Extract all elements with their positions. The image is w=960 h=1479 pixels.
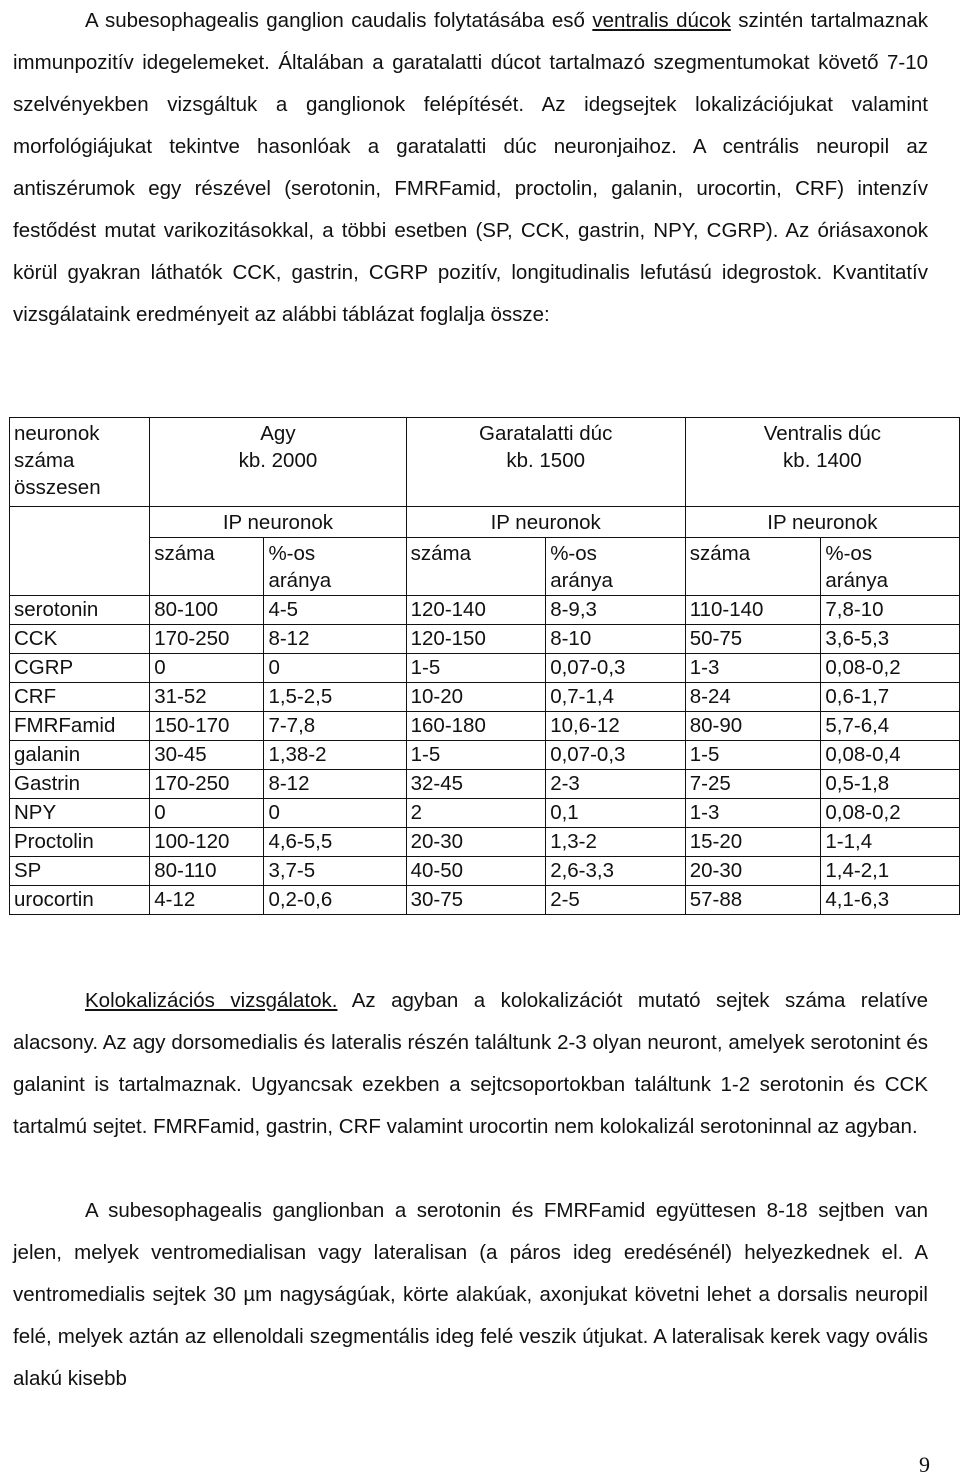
table-cell: 120-150 — [406, 625, 546, 654]
table-row — [10, 799, 960, 828]
table-cell: 30-75 — [406, 886, 546, 915]
table-cell: 0,08-0,2 — [821, 799, 960, 828]
table-cell: 4-12 — [150, 886, 264, 915]
table-cell: 8-10 — [546, 625, 686, 654]
table-cell: 3,7-5 — [264, 857, 406, 886]
table-cell: 10,6-12 — [546, 712, 686, 741]
antiserum-name-cell: SP — [10, 857, 150, 886]
table-cell: 170-250 — [150, 770, 264, 799]
table-cell: 0 — [264, 654, 406, 683]
table-row — [10, 770, 960, 799]
table-cell: 50-75 — [685, 625, 821, 654]
neuron-count-table — [9, 417, 960, 915]
antiserum-name-cell: galanin — [10, 741, 150, 770]
table-cell: 4-5 — [264, 596, 406, 625]
subesophageal-text: A subesophagealis ganglionban a serotonin és FMRFamid együttesen 8-18 sejtben van jelen, melyek ventromedialisan vagy lateralisan (a páros ideg eredésénél) helyezkednek el. A ventromedialis sejtek 30 µm nagyságúak, körte alakúak, axonjukat követni lehet a dorsalis neuropil felé, melyek aztán az ellenoldali szegmentális ideg felé veszik útjukat. A lateralisak kerek vagy ovális alakú kisebb — [13, 1199, 928, 1390]
table-cell: 1,4-2,1 — [821, 857, 960, 886]
subesophageal-paragraph — [13, 1190, 928, 1400]
table-header-row — [10, 418, 960, 507]
antiserum-name-cell: Gastrin — [10, 770, 150, 799]
table-cell: 1,38-2 — [264, 741, 406, 770]
table-cell: 1-3 — [685, 799, 821, 828]
table-cell: 4,1-6,3 — [821, 886, 960, 915]
table-cell: 0,5-1,8 — [821, 770, 960, 799]
table-cell: 1-5 — [406, 741, 546, 770]
ip-neuron-header-cell: IP neuronok — [685, 507, 959, 538]
table-cell: 1-5 — [406, 654, 546, 683]
count-column-header: száma — [685, 538, 821, 596]
table-cell: 40-50 — [406, 857, 546, 886]
table-cell: 170-250 — [150, 625, 264, 654]
table-row — [10, 857, 960, 886]
table-cell: 1,5-2,5 — [264, 683, 406, 712]
table-row — [10, 886, 960, 915]
table-cell: 8-24 — [685, 683, 821, 712]
table-cell: 0,1 — [546, 799, 686, 828]
table-cell: 31-52 — [150, 683, 264, 712]
table-cell: 1,3-2 — [546, 828, 686, 857]
table-cell: 8-12 — [264, 625, 406, 654]
table-row — [10, 828, 960, 857]
intro-paragraph — [13, 0, 928, 336]
antiserum-name-cell: CGRP — [10, 654, 150, 683]
table-row — [10, 654, 960, 683]
table-row — [10, 683, 960, 712]
table-column-header-row — [10, 538, 960, 596]
table-cell: 100-120 — [150, 828, 264, 857]
ip-neuron-header-cell: IP neuronok — [150, 507, 406, 538]
colocalization-paragraph — [13, 980, 928, 1148]
antiserum-name-cell: CRF — [10, 683, 150, 712]
group-header-cell: Garatalatti dúc kb. 1500 — [406, 418, 685, 507]
table-subheader-row — [10, 507, 960, 538]
table-cell: 2-5 — [546, 886, 686, 915]
antiserum-name-cell: FMRFamid — [10, 712, 150, 741]
table-cell: 0,2-0,6 — [264, 886, 406, 915]
table-cell: 120-140 — [406, 596, 546, 625]
table-cell: 80-90 — [685, 712, 821, 741]
antiserum-name-cell: NPY — [10, 799, 150, 828]
antiserum-name-cell: urocortin — [10, 886, 150, 915]
count-column-header: száma — [150, 538, 264, 596]
table-cell: 5,7-6,4 — [821, 712, 960, 741]
table-cell: 4,6-5,5 — [264, 828, 406, 857]
table-cell: 0 — [150, 654, 264, 683]
page-number: 9 — [919, 1452, 930, 1477]
table-row — [10, 741, 960, 770]
table-cell: 0 — [150, 799, 264, 828]
group-header-cell: Ventralis dúc kb. 1400 — [685, 418, 959, 507]
table-cell: 0,08-0,2 — [821, 654, 960, 683]
table-cell: 32-45 — [406, 770, 546, 799]
empty-header-cell — [10, 507, 150, 596]
table-cell: 20-30 — [685, 857, 821, 886]
table-cell: 2-3 — [546, 770, 686, 799]
table-cell: 0,6-1,7 — [821, 683, 960, 712]
table-row — [10, 625, 960, 654]
table-cell: 1-1,4 — [821, 828, 960, 857]
percent-column-header: %-os aránya — [546, 538, 686, 596]
intro-text-rest: szintén tartalmaznak immunpozitív idegelemeket. Általában a garatalatti dúcot tartalmazó szegmentumokat követő 7-10 szelvényekben vizsgáltuk a ganglionok felépítését. Az idegsejtek lokalizációjukat valamint morfológiájukat tekintve hasonlóak a garatalatti dúc neuronjaihoz. A centrális neuropil az antiszérumok egy részével (serotonin, FMRFamid, proctolin, galanin, urocortin, CRF) intenzív festődést mutat varikozitásokkal, a többi esetben (SP, CCK, gastrin, NPY, CGRP). Az óriásaxonok körül gyakran láthatók CCK, gastrin, CGRP pozitív, longitudinalis lefutású idegrostok. Kvantitatív vizsgálataink eredményeit az alábbi táblázat foglalja össze: — [13, 9, 929, 326]
table-cell: 8-12 — [264, 770, 406, 799]
table-cell: 0,7-1,4 — [546, 683, 686, 712]
antiserum-name-cell: serotonin — [10, 596, 150, 625]
table-cell: 15-20 — [685, 828, 821, 857]
table-cell: 80-110 — [150, 857, 264, 886]
antiserum-name-cell: Proctolin — [10, 828, 150, 857]
percent-column-header: %-os aránya — [264, 538, 406, 596]
table-cell: 7,8-10 — [821, 596, 960, 625]
count-column-header: száma — [406, 538, 546, 596]
table-cell: 57-88 — [685, 886, 821, 915]
table-row — [10, 712, 960, 741]
ventralis-ducok-underlined: ventralis dúcok — [592, 9, 731, 32]
table-cell: 0,07-0,3 — [546, 654, 686, 683]
colocalization-heading: Kolokalizációs vizsgálatok. — [85, 989, 338, 1012]
table-cell: 8-9,3 — [546, 596, 686, 625]
table-cell: 3,6-5,3 — [821, 625, 960, 654]
table-cell: 150-170 — [150, 712, 264, 741]
table-cell: 7-25 — [685, 770, 821, 799]
ip-neuron-header-cell: IP neuronok — [406, 507, 685, 538]
table-cell: 0,08-0,4 — [821, 741, 960, 770]
percent-column-header: %-os aránya — [821, 538, 960, 596]
group-header-cell: Agy kb. 2000 — [150, 418, 406, 507]
antiserum-name-cell: CCK — [10, 625, 150, 654]
table-row — [10, 596, 960, 625]
table-cell: 1-5 — [685, 741, 821, 770]
table-cell: 0 — [264, 799, 406, 828]
table-cell: 2,6-3,3 — [546, 857, 686, 886]
table-body — [10, 418, 960, 915]
table-cell: 7-7,8 — [264, 712, 406, 741]
colocalization-text: Az agyban a kolokalizációt mutató sejtek száma relatíve alacsony. Az agy dorsomedialis és lateralis részén találtunk 2-3 olyan neuront, amelyek serotonint és galanint is tartalmaznak. Ugyancsak ezekben a sejtcsoportokban találtunk 1-2 serotonin és CCK tartalmú sejtet. FMRFamid, gastrin, CRF valamint urocortin nem kolokalizál serotoninnal az agyban. — [13, 989, 929, 1138]
intro-text-start: A subesophagealis ganglion caudalis folytatásába eső — [85, 9, 593, 32]
table-cell: 110-140 — [685, 596, 821, 625]
table-cell: 1-3 — [685, 654, 821, 683]
table-cell: 2 — [406, 799, 546, 828]
table-cell: 20-30 — [406, 828, 546, 857]
table-cell: 10-20 — [406, 683, 546, 712]
table-cell: 80-100 — [150, 596, 264, 625]
table-cell: 160-180 — [406, 712, 546, 741]
corner-header-cell: neuronok száma összesen — [10, 418, 150, 507]
table-cell: 0,07-0,3 — [546, 741, 686, 770]
table-cell: 30-45 — [150, 741, 264, 770]
